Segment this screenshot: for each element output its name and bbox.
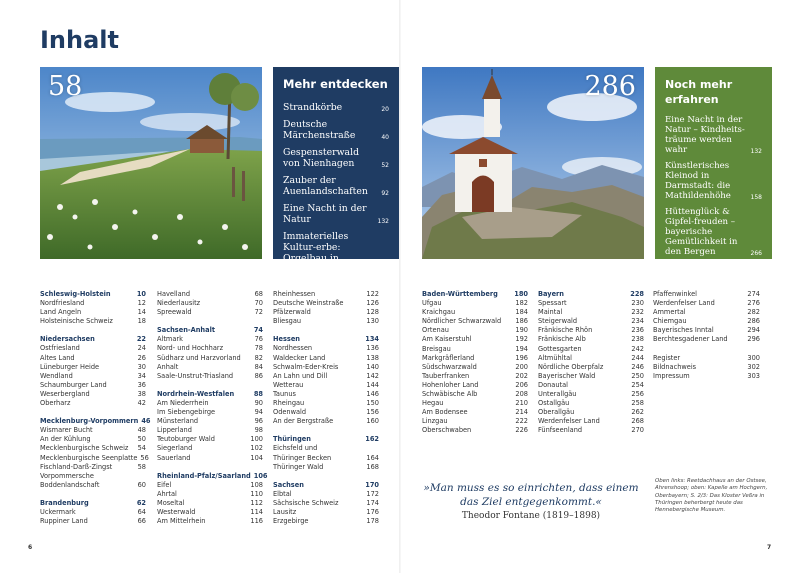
index-region-heading[interactable]: Sachsen-Anhalt 74 bbox=[157, 326, 263, 335]
index-entry[interactable]: Teutoburger Wald 100 bbox=[157, 435, 263, 444]
index-entry[interactable]: Unterallgäu 256 bbox=[538, 390, 644, 399]
index-entry[interactable]: Niederlausitz 70 bbox=[157, 299, 263, 308]
index-entry[interactable]: Anhalt 84 bbox=[157, 362, 263, 371]
index-entry[interactable]: Spessart 230 bbox=[538, 299, 644, 308]
index-entry[interactable]: Boddenlandschaft 60 bbox=[40, 480, 146, 489]
index-region-heading[interactable]: Rheinland-Pfalz/Saarland 106 bbox=[157, 471, 268, 480]
index-entry[interactable]: Land Angeln 14 bbox=[40, 308, 146, 317]
index-entry[interactable]: Altmühltal 244 bbox=[538, 353, 644, 362]
feature-item[interactable]: Gespensterwald von Nienhagen 52 bbox=[283, 147, 389, 169]
index-entry[interactable]: Westerwald 114 bbox=[157, 507, 263, 516]
photo-chapel bbox=[422, 67, 644, 259]
index-entry[interactable]: Im Siebengebirge 94 bbox=[157, 408, 263, 417]
feature-box-mehr-entdecken bbox=[273, 67, 399, 275]
feature-item[interactable]: Eine Nacht in der Natur 132 bbox=[283, 203, 389, 225]
index-section bbox=[40, 499, 146, 526]
index-entry[interactable]: Ruppiner Land 66 bbox=[40, 517, 146, 526]
index-entry[interactable]: Mecklenburgische Schweiz 54 bbox=[40, 444, 146, 453]
index-entry[interactable]: An Lahn und Dill 142 bbox=[273, 371, 379, 380]
feature-item[interactable]: Künstlerisches Kleinod in Darmstadt: die Mathildenhöhe 158 bbox=[665, 161, 762, 201]
feature-box-heading: Mehr entdecken bbox=[283, 77, 388, 91]
index-entry[interactable]: Am Bodensee 214 bbox=[422, 408, 528, 417]
index-section bbox=[40, 417, 151, 490]
index-entry[interactable]: Mecklenburgische Seenplatte 56 bbox=[40, 453, 149, 462]
index-entry[interactable]: Lipperland 98 bbox=[157, 426, 263, 435]
index-column-4 bbox=[422, 290, 528, 445]
index-entry[interactable]: Altmark 76 bbox=[157, 335, 263, 344]
index-entry[interactable]: Am Niederrhein 90 bbox=[157, 398, 263, 407]
index-section bbox=[157, 390, 263, 463]
index-entry[interactable]: Thüringer Becken 164 bbox=[273, 453, 379, 462]
index-entry[interactable]: Oberharz 42 bbox=[40, 399, 146, 408]
index-entry[interactable]: Taunus 146 bbox=[273, 389, 379, 398]
index-entry[interactable]: Ortenau 190 bbox=[422, 326, 528, 335]
index-entry[interactable]: Nördliche Oberpfalz 246 bbox=[538, 362, 644, 371]
index-entry[interactable]: Spreewald 72 bbox=[157, 308, 263, 317]
index-entry[interactable]: Ahrtal 110 bbox=[157, 489, 263, 498]
index-entry[interactable]: Pfaffenwinkel 274 bbox=[653, 290, 760, 298]
index-region-heading[interactable]: Thüringen 162 bbox=[273, 435, 379, 444]
index-entry[interactable]: Rheingau 150 bbox=[273, 399, 379, 408]
index-entry[interactable]: Wendland 34 bbox=[40, 371, 146, 380]
index-entry[interactable]: Bliesgau 130 bbox=[273, 317, 379, 326]
index-entry[interactable]: Lüneburger Heide 30 bbox=[40, 362, 146, 371]
index-entry[interactable]: Uckermark 64 bbox=[40, 507, 146, 516]
index-entry[interactable]: Nordfriesland 12 bbox=[40, 299, 146, 308]
index-column-5 bbox=[538, 290, 644, 445]
index-section bbox=[40, 335, 146, 408]
index-region-heading[interactable]: Mecklenburg-Vorpommern 46 bbox=[40, 417, 151, 426]
index-section bbox=[273, 435, 379, 471]
index-entry[interactable]: Saale-Unstrut-Triasland 86 bbox=[157, 371, 263, 380]
feature-item[interactable]: Zauber der Auenlandschaften 92 bbox=[283, 175, 389, 197]
index-section bbox=[157, 326, 263, 381]
index-region-heading[interactable]: Hessen 134 bbox=[273, 335, 379, 344]
page-gutter bbox=[399, 0, 401, 573]
index-region-heading[interactable]: Baden-Württemberg 180 bbox=[422, 290, 528, 298]
index-entry[interactable]: Markgräflerland 196 bbox=[422, 353, 528, 362]
index-column-1 bbox=[40, 290, 151, 535]
index-entry[interactable]: Odenwald 156 bbox=[273, 408, 379, 417]
index-region-heading[interactable]: Bayern 228 bbox=[538, 290, 644, 298]
index-entry[interactable]: Münsterland 96 bbox=[157, 417, 263, 426]
index-entry[interactable]: Linzgau 222 bbox=[422, 417, 528, 426]
index-column-2 bbox=[157, 290, 268, 535]
index-entry[interactable]: Schaumburger Land 36 bbox=[40, 380, 146, 389]
page-number-right: 7 bbox=[767, 544, 772, 551]
index-entry[interactable]: Am Mittelrhein 116 bbox=[157, 517, 263, 526]
index-entry[interactable]: Impressum 303 bbox=[653, 371, 760, 380]
index-section bbox=[157, 471, 268, 527]
index-entry[interactable]: Waldecker Land 138 bbox=[273, 353, 379, 362]
page-title: Inhalt bbox=[40, 26, 119, 54]
index-entry[interactable]: Erzgebirge 178 bbox=[273, 517, 379, 526]
index-column-6 bbox=[653, 290, 760, 390]
index-entry[interactable]: Bildnachweis 302 bbox=[653, 362, 760, 371]
index-region-heading[interactable]: Niedersachsen 22 bbox=[40, 335, 146, 344]
feature-item[interactable]: Immaterielles Kultur-erbe: Orgelbau in Deutschland 280 bbox=[283, 231, 389, 275]
index-region-heading[interactable]: Nordrhein-Westfalen 88 bbox=[157, 389, 263, 398]
index-entry[interactable]: Fünfseenland 270 bbox=[538, 426, 644, 435]
index-region-heading[interactable]: Sachsen 170 bbox=[273, 480, 379, 489]
index-entry[interactable]: Altes Land 26 bbox=[40, 353, 146, 362]
index-entry[interactable]: Berchtesgadener Land 296 bbox=[653, 335, 760, 344]
index-entry[interactable]: An der Bergstraße 160 bbox=[273, 417, 379, 426]
index-entry[interactable]: Bayerisches Inntal 294 bbox=[653, 326, 760, 335]
index-entry[interactable]: Thüringer Wald 168 bbox=[273, 462, 379, 471]
index-region-heading[interactable]: Brandenburg 62 bbox=[40, 498, 146, 507]
index-entry[interactable]: Nördlicher Schwarzwald 186 bbox=[422, 317, 528, 326]
index-entry[interactable]: Kraichgau 184 bbox=[422, 308, 528, 317]
index-entry[interactable]: Oberallgäu 262 bbox=[538, 408, 644, 417]
index-entry[interactable]: Donautal 254 bbox=[538, 380, 644, 389]
index-entry[interactable]: Am Kaiserstuhl 192 bbox=[422, 335, 528, 344]
index-section bbox=[40, 290, 146, 326]
photo-page-number: 286 bbox=[584, 71, 636, 102]
feature-item[interactable]: Hüttenglück & Gipfel-freuden – bayerische Gemütlichkeit in den Bergen 266 bbox=[665, 207, 762, 257]
photo-coast bbox=[40, 67, 262, 259]
index-column-3 bbox=[273, 290, 379, 535]
index-entry[interactable]: Fränkische Alb 238 bbox=[538, 335, 644, 344]
index-entry[interactable]: Havelland 68 bbox=[157, 290, 263, 298]
index-entry[interactable]: Gottesgarten 242 bbox=[538, 344, 644, 353]
index-section bbox=[653, 290, 760, 345]
feature-item[interactable]: Eine Nacht in der Natur – Kindheits-träume werden wahr 132 bbox=[665, 115, 762, 155]
index-entry[interactable]: Lausitz 176 bbox=[273, 507, 379, 516]
index-entry[interactable]: Moseltal 112 bbox=[157, 498, 263, 507]
index-section bbox=[157, 290, 263, 317]
index-section bbox=[538, 290, 644, 436]
page-number-left: 6 bbox=[28, 544, 33, 551]
index-section bbox=[653, 354, 760, 381]
index-entry[interactable]: Werdenfelser Land 276 bbox=[653, 299, 760, 308]
index-entry[interactable]: Siegerland 102 bbox=[157, 444, 263, 453]
index-entry[interactable]: Südharz und Harzvorland 82 bbox=[157, 353, 263, 362]
index-section bbox=[273, 290, 379, 326]
feature-item[interactable]: Deutsche Märchenstraße 40 bbox=[283, 119, 389, 141]
index-entry[interactable]: Holsteinische Schweiz 18 bbox=[40, 317, 146, 326]
index-entry[interactable]: Rheinhessen 122 bbox=[273, 290, 379, 298]
index-entry[interactable]: Hohenloher Land 206 bbox=[422, 380, 528, 389]
index-entry[interactable]: Ostfriesland 24 bbox=[40, 344, 146, 353]
index-entry[interactable]: Ufgau 182 bbox=[422, 299, 528, 308]
index-entry[interactable]: Nordhessen 136 bbox=[273, 344, 379, 353]
index-entry[interactable]: Oberschwaben 226 bbox=[422, 426, 528, 435]
quote-text: »Man muss es so einrichten, dass einem das Ziel entgegenkommt.« bbox=[423, 482, 639, 508]
index-entry[interactable]: Bayerischer Wald 250 bbox=[538, 371, 644, 380]
index-entry[interactable]: Elbtal 172 bbox=[273, 489, 379, 498]
index-entry[interactable]: Register 300 bbox=[653, 353, 760, 362]
index-entry[interactable]: Maintal 232 bbox=[538, 308, 644, 317]
index-section bbox=[273, 481, 379, 526]
index-entry[interactable]: Wismarer Bucht 48 bbox=[40, 426, 146, 435]
index-entry[interactable]: Breisgau 194 bbox=[422, 344, 528, 353]
index-entry[interactable]: Chiemgau 286 bbox=[653, 317, 760, 326]
index-entry[interactable]: Südschwarzwald 200 bbox=[422, 362, 528, 371]
index-entry[interactable]: Hegau 210 bbox=[422, 399, 528, 408]
quote-author: Theodor Fontane (1819–1898) bbox=[461, 511, 601, 521]
index-entry[interactable]: Ammertal 282 bbox=[653, 308, 760, 317]
index-entry[interactable]: Schwalm-Eder-Kreis 140 bbox=[273, 362, 379, 371]
index-entry[interactable]: Schwäbische Alb 208 bbox=[422, 390, 528, 399]
photo-caption: Oben links: Reetdachhaus an der Ostsee, Ahrenshoop; oben: Kapelle am Hochgern, Oberbayern; S. 2/3: Das Kloster Veßra in Thüringen beherbergt heute das Hennebergische Museum. bbox=[655, 478, 768, 514]
index-entry[interactable]: Fränkische Rhön 236 bbox=[538, 326, 644, 335]
index-entry[interactable]: Sächsische Schweiz 174 bbox=[273, 498, 379, 507]
index-entry[interactable]: Eifel 108 bbox=[157, 480, 263, 489]
index-entry[interactable]: Fischland-Darß-Zingst 58 bbox=[40, 462, 146, 471]
quote-block bbox=[418, 481, 644, 521]
index-entry[interactable]: Sauerland 104 bbox=[157, 453, 263, 462]
index-entry[interactable]: Weserbergland 38 bbox=[40, 389, 146, 398]
index-section bbox=[273, 335, 379, 426]
index-section bbox=[422, 290, 528, 436]
index-entry[interactable]: Steigerwald 234 bbox=[538, 317, 644, 326]
index-entry[interactable]: Tauberfranken 202 bbox=[422, 371, 528, 380]
index-entry[interactable]: Eichsfeld und bbox=[273, 444, 318, 453]
index-entry[interactable]: Ostallgäu 258 bbox=[538, 399, 644, 408]
photo-page-number: 58 bbox=[48, 71, 83, 102]
index-entry[interactable]: Nord- und Hochharz 78 bbox=[157, 344, 263, 353]
index-entry[interactable]: Werdenfelser Land 268 bbox=[538, 417, 644, 426]
feature-box-heading: Noch mehr erfahren bbox=[665, 78, 733, 106]
index-entry[interactable]: Vorpommersche bbox=[40, 471, 94, 480]
index-entry[interactable]: Wetterau 144 bbox=[273, 380, 379, 389]
index-entry[interactable]: An der Kühlung 50 bbox=[40, 435, 146, 444]
index-entry[interactable]: Pfälzerwald 128 bbox=[273, 308, 379, 317]
index-entry[interactable]: Deutsche Weinstraße 126 bbox=[273, 299, 379, 308]
feature-box-noch-mehr-erfahren bbox=[655, 67, 772, 259]
index-region-heading[interactable]: Schleswig-Holstein 10 bbox=[40, 290, 146, 298]
feature-item[interactable]: Strandkörbe 20 bbox=[283, 102, 389, 113]
